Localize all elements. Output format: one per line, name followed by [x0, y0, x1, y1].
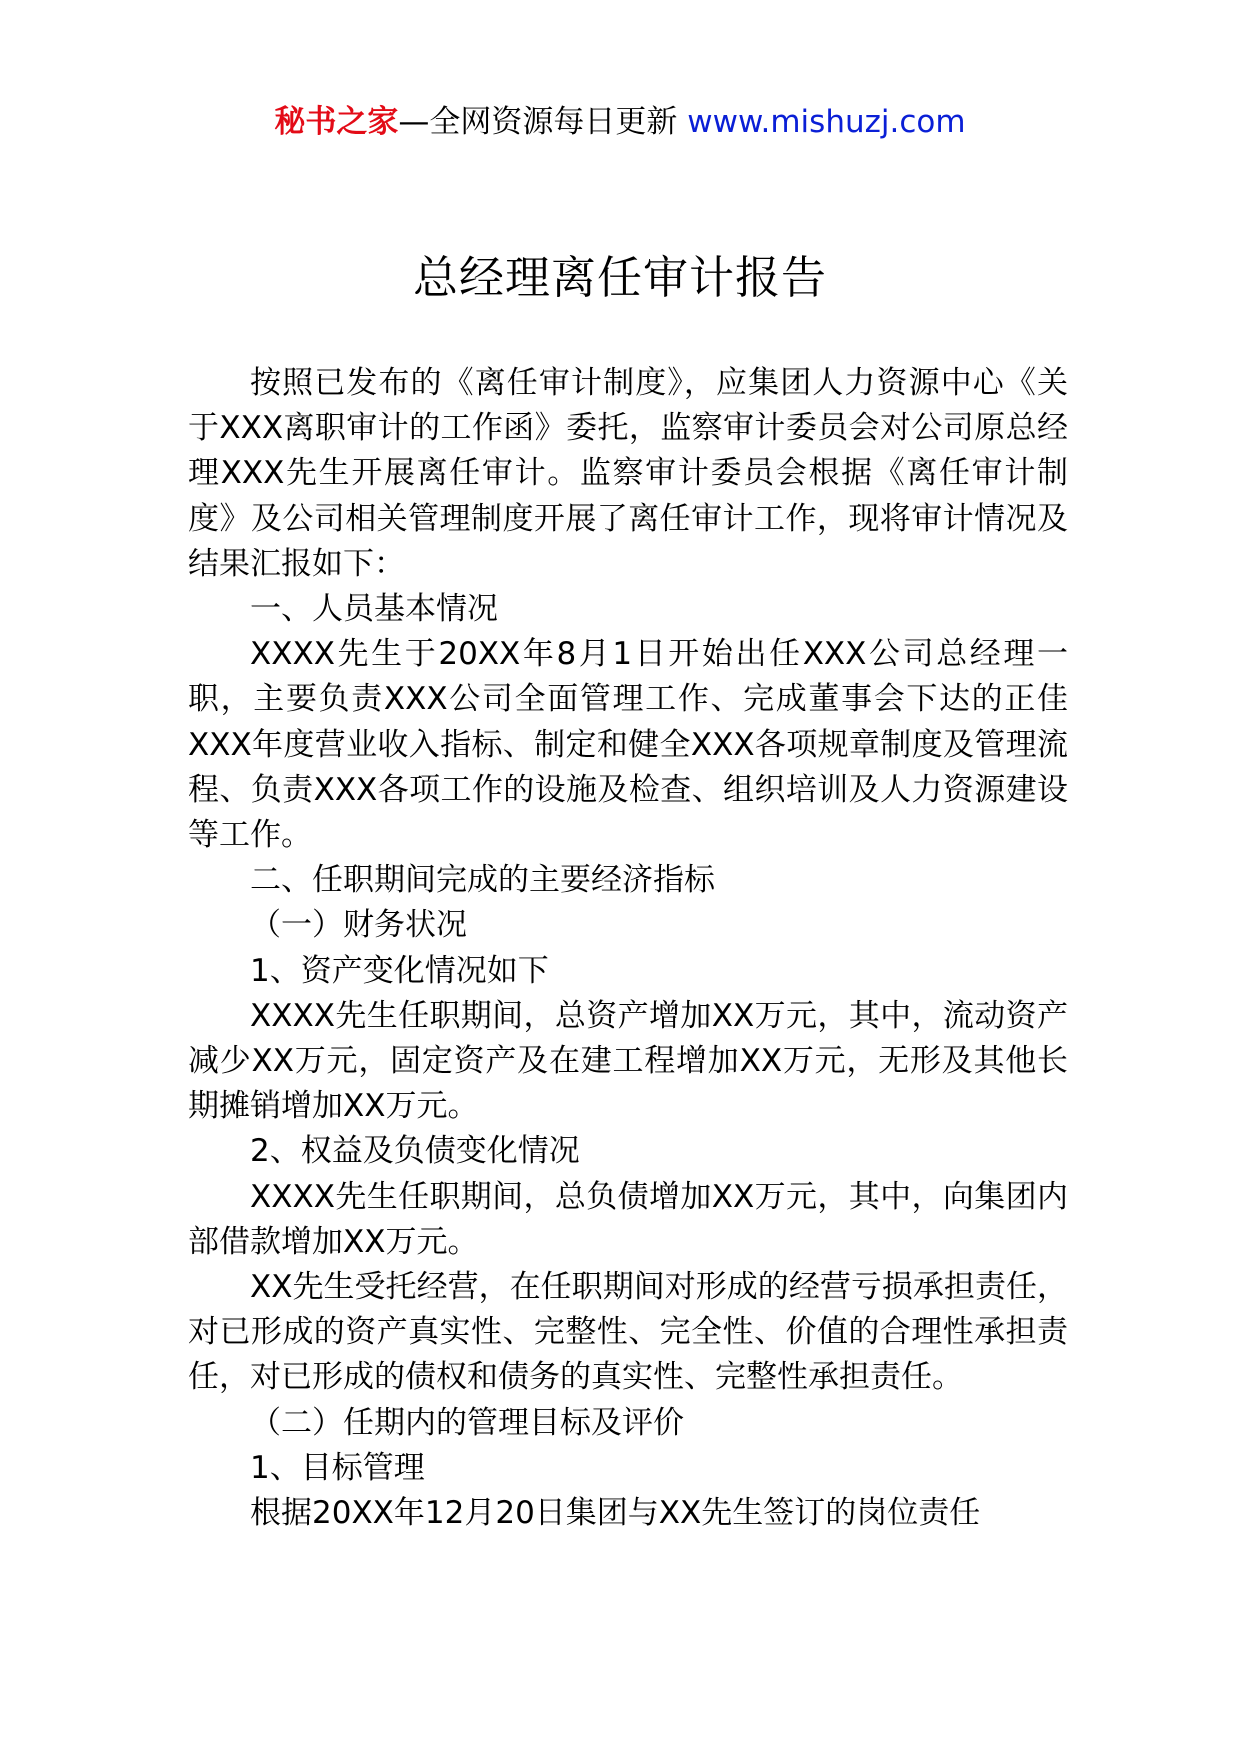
section-heading: 一、人员基本情况: [250, 591, 498, 628]
item-heading: 1、目标管理: [250, 1449, 425, 1486]
subsection-heading: （一）财务状况: [250, 907, 467, 944]
section-heading: 二、任职期间完成的主要经济指标: [250, 862, 715, 899]
subsection-heading: （二）任期内的管理目标及评价: [250, 1404, 684, 1441]
site-brand: 秘书之家: [274, 104, 399, 140]
paragraph: XXXX先生任职期间，总资产增加XX万元，其中，流动资产减少XX万元，固定资产及在建工程增加XX万元，无形及其他长期摊销增加XX万元。: [188, 997, 1068, 1125]
paragraph: 按照已发布的《离任审计制度》，应集团人力资源中心《关于XXX离职审计的工作函》委托，监察审计委员会对公司原总经理XXX先生开展离任审计。监察审计委员会根据《离任审计制度》及公司相关管理制度开展了离任审计工作，现将审计情况及结果汇报如下：: [188, 365, 1068, 582]
paragraph: XXXX先生于20XX年8月1日开始出任XXX公司总经理一职，主要负责XXX公司全面管理工作、完成董事会下达的正佳XXX年度营业收入指标、制定和健全XXX各项规章制度及管理流程、负责XXX各项工作的设施及检查、组织培训及人力资源建设等工作。: [188, 636, 1068, 854]
item-heading: 2、权益及负债变化情况: [250, 1133, 580, 1170]
site-header: [0, 100, 1240, 144]
document-body: [188, 361, 1068, 1536]
site-tagline: —全网资源每日更新: [398, 104, 678, 140]
paragraph: 根据20XX年12月20日集团与XX先生签订的岗位责任: [250, 1495, 981, 1532]
site-url-link[interactable]: www.mishuzj.com: [687, 104, 966, 140]
paragraph: XXXX先生任职期间，总负债增加XX万元，其中，向集团内部借款增加XX万元。: [188, 1178, 1068, 1260]
item-heading: 1、资产变化情况如下: [250, 952, 549, 989]
document-title: 总经理离任审计报告: [412, 251, 827, 304]
paragraph: XX先生受托经营，在任职期间对形成的经营亏损承担责任，对已形成的资产真实性、完整性、完全性、价值的合理性承担责任，对已形成的债权和债务的真实性、完整性承担责任。: [188, 1269, 1068, 1396]
